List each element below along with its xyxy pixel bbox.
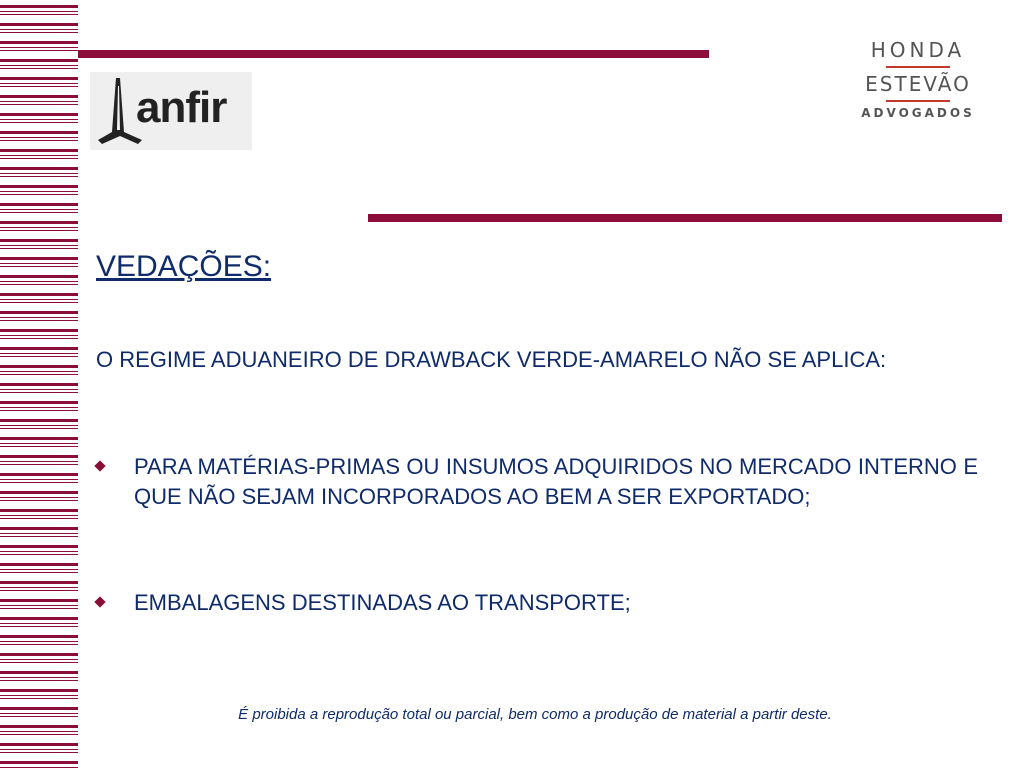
footer-notice: É proibida a reprodução total ou parcial, bem como a produção de material a partir deste.	[238, 706, 832, 723]
logo-line-advogados: ADVOGADOS	[861, 106, 975, 120]
middle-divider-bar	[368, 214, 1002, 222]
decorative-stripes	[0, 0, 78, 768]
slide-title: VEDAÇÕES:	[96, 250, 272, 283]
honda-estevao-logo	[858, 38, 978, 120]
logo-line-honda: HONDA	[870, 38, 966, 62]
logo-rule	[886, 66, 950, 68]
anfir-logo-text: anfir	[136, 83, 227, 132]
logo-line-estevao: ESTEVÃO	[865, 72, 971, 96]
stripes-edge	[78, 0, 80, 768]
top-divider-bar	[78, 50, 709, 58]
bullet-item	[96, 452, 978, 512]
anfir-logo	[90, 72, 252, 150]
slide-intro: O REGIME ADUANEIRO DE DRAWBACK VERDE-AMARELO NÃO SE APLICA:	[96, 347, 887, 372]
diamond-bullet-icon	[94, 596, 105, 607]
logo-rule	[886, 100, 950, 102]
bullet-text: EMBALAGENS DESTINADAS AO TRANSPORTE;	[134, 590, 631, 615]
diamond-bullet-icon	[94, 460, 105, 471]
bullet-text: PARA MATÉRIAS-PRIMAS OU INSUMOS ADQUIRIDOS NO MERCADO INTERNO E QUE NÃO SEJAM INCORPORADOS AO BEM A SER EXPORTADO;	[134, 454, 978, 509]
bullet-item	[96, 588, 978, 618]
